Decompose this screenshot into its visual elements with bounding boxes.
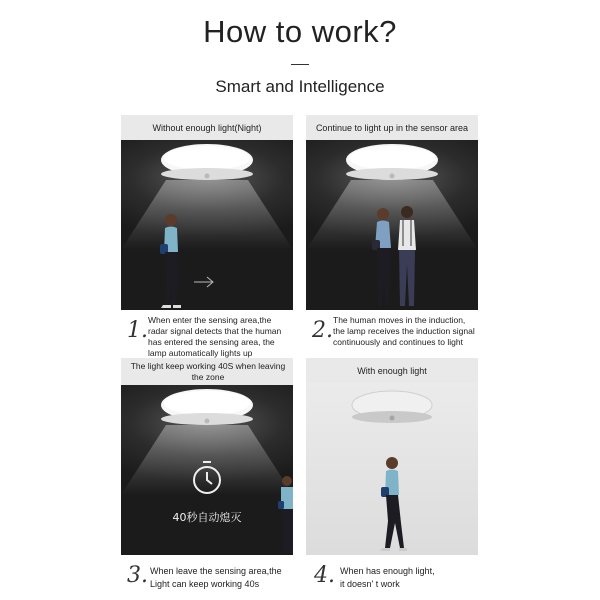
- panel-caption: [340, 565, 435, 591]
- panel-heading: Continue to light up in the sensor area: [306, 115, 478, 140]
- caption-line: When has enough light,: [340, 566, 435, 576]
- panel-daylight: [306, 358, 478, 598]
- panel-caption: [148, 315, 281, 359]
- panel-leaving: [121, 358, 293, 598]
- panel-heading: Without enough light(Night): [121, 115, 293, 140]
- timer-label: 40秒自动熄灭: [172, 511, 242, 524]
- night-scene: [121, 140, 293, 310]
- couple-icon: [366, 202, 426, 310]
- panel-heading: With enough light: [306, 358, 478, 383]
- page-title: How to work?: [203, 14, 397, 49]
- caption-line: lamp automatically lights up: [148, 348, 253, 358]
- step-number: 4.: [314, 563, 335, 588]
- caption-line: has entered the sensing area, the: [148, 337, 275, 347]
- caption-line: Light can keep working 40s: [150, 579, 260, 589]
- night-scene: [306, 140, 478, 310]
- panel-night: [121, 115, 293, 358]
- step-number: 2.: [312, 318, 333, 343]
- step-number: 3.: [127, 563, 148, 588]
- woman-walking-icon: [374, 453, 410, 553]
- clock-icon: [191, 460, 223, 496]
- panel-caption: [150, 565, 282, 591]
- caption-line: When enter the sensing area,the: [148, 315, 272, 325]
- caption-line: When leave the sensing area,the: [150, 566, 282, 576]
- panel-continue: [306, 115, 478, 355]
- title-divider: [291, 64, 309, 65]
- arrow-right-icon: [193, 276, 215, 288]
- page-subtitle: Smart and Intelligence: [215, 77, 385, 96]
- panel-heading: The light keep working 40S when leaving the zone: [121, 358, 293, 385]
- woman-leaving-icon: [275, 473, 293, 555]
- caption-line: continuously and continues to light: [333, 337, 463, 347]
- caption-line: The human moves in the induction,: [333, 315, 466, 325]
- caption-line: it doesn' t work: [340, 579, 400, 589]
- caption-line: radar signal detects that the human: [148, 326, 282, 336]
- day-scene: [306, 383, 478, 555]
- night-scene: [121, 385, 293, 555]
- panel-caption: [333, 315, 475, 348]
- step-number: 1.: [127, 318, 148, 343]
- caption-line: the lamp receives the induction signal: [333, 326, 475, 336]
- woman-walking-icon: [151, 210, 191, 310]
